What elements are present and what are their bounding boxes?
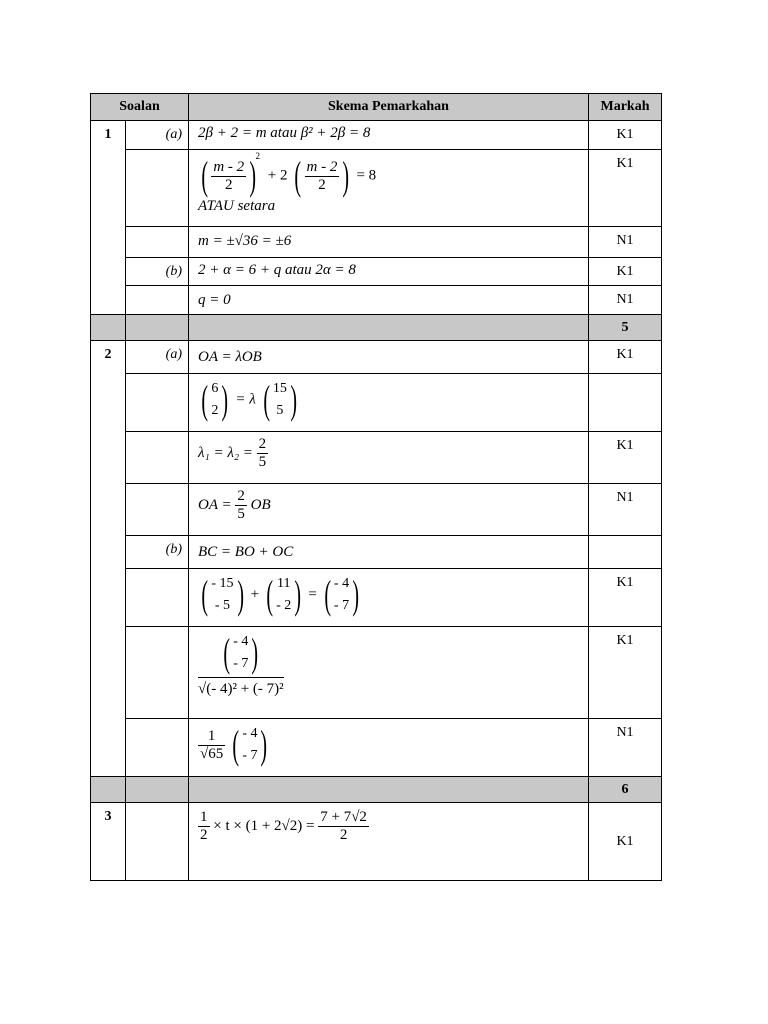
question-number: 1 [91,121,126,315]
working-step: OA = $\frac{2}{5}$ OB [189,484,589,536]
table-row [91,719,662,777]
mark-cell: K1 [589,341,662,374]
mark-cell: K1 [589,627,662,719]
table-row [91,150,662,227]
subtotal-mark: 5 [589,315,662,341]
table-row [91,803,662,881]
table-row [91,484,662,536]
mark-cell: N1 [589,286,662,315]
part-label: (b) [126,536,189,569]
working-step: $\frac{1}{√65}$ ( - 4 - 7) [189,719,589,777]
question-number: 2 [91,341,126,777]
part-label [126,484,189,536]
mark-cell: K1 [589,803,662,881]
working-step: ( - 4 - 7) √(- 4)² + (- 7)² [189,627,589,719]
working-step: OA = λOB [189,341,589,374]
mark-cell: N1 [589,484,662,536]
table-row [91,121,662,150]
part-label: (a) [126,341,189,374]
header-soalan: Soalan [91,94,189,121]
part-label [126,719,189,777]
table-row [91,627,662,719]
mark-cell: K1 [589,569,662,627]
table-row [91,432,662,484]
working-step: m = ±√36 = ±6 [189,227,589,258]
working-step: $\frac{1}{2}$ × t × (1 + 2√2) = $\frac{7 + 7√2}{2}$ [189,803,589,881]
subtotal-mark: 6 [589,777,662,803]
table-row [91,258,662,286]
mark-cell [589,536,662,569]
mark-cell: K1 [589,121,662,150]
working-step: BC = BO + OC [189,536,589,569]
mark-cell: N1 [589,227,662,258]
table-row [91,227,662,258]
mark-cell: N1 [589,719,662,777]
mark-cell [589,374,662,432]
header-markah: Markah [589,94,662,121]
part-label [126,374,189,432]
part-label: (b) [126,258,189,286]
table-row [91,341,662,374]
mark-cell: K1 [589,150,662,227]
part-label [126,150,189,227]
table-row [91,536,662,569]
part-label [126,227,189,258]
working-step: q = 0 [189,286,589,315]
subtotal-row [91,315,662,341]
part-label [126,803,189,881]
working-step: 2 + α = 6 + q atau 2α = 8 [189,258,589,286]
marking-scheme-table [90,93,662,881]
table-row [91,286,662,315]
working-step: λ₁ = λ₂ = $\frac{2}{5}$ [189,432,589,484]
working-step: ( - 15 - 5 ) + ( 11 - 2) = ( - 4 - 7) [189,569,589,627]
subtotal-row [91,777,662,803]
part-label: (a) [126,121,189,150]
question-number: 3 [91,803,126,881]
mark-cell: K1 [589,432,662,484]
part-label [126,627,189,719]
part-label [126,286,189,315]
table-row [91,569,662,627]
working-step: ( 6 2) = λ ( 15 5 ) [189,374,589,432]
part-label [126,432,189,484]
part-label [126,569,189,627]
header-skema: Skema Pemarkahan [189,94,589,121]
header-row [91,94,662,121]
mark-cell: K1 [589,258,662,286]
working-step: 2β + 2 = m atau β² + 2β = 8 [189,121,589,150]
working-step: ( $\frac{m - 2}{2}$ )$^2$ + 2 ( $\frac{m - 2}{2}$ ) = 8 ATAU setara [189,150,589,227]
table-row [91,374,662,432]
